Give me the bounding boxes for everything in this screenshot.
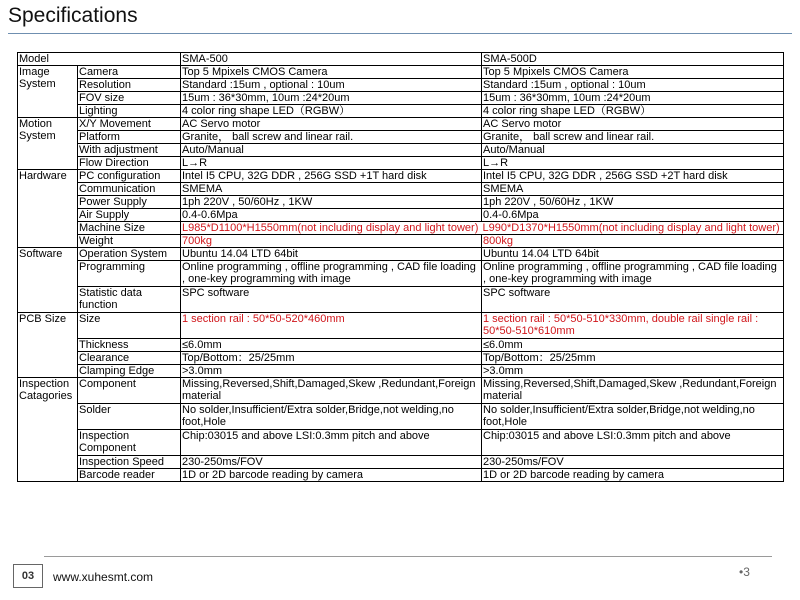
item-label: Statistic data function [78, 287, 181, 313]
item-label: Power Supply [78, 196, 181, 209]
table-row [18, 261, 784, 287]
sma500d-value: 800kg [482, 235, 784, 248]
table-row [18, 469, 784, 482]
item-label: Clearance [78, 352, 181, 365]
item-label: Solder [78, 404, 181, 430]
table-row [18, 404, 784, 430]
page-box-number: 03 [13, 564, 43, 588]
group-label-inspection-catagories: Inspection Catagories [18, 378, 78, 482]
item-label: Component [78, 378, 181, 404]
header-sma500: SMA-500 [181, 53, 482, 66]
sma500-value: 1ph 220V , 50/60Hz , 1KW [181, 196, 482, 209]
sma500d-value: 230-250ms/FOV [482, 456, 784, 469]
sma500-value: 0.4-0.6Mpa [181, 209, 482, 222]
table-row [18, 378, 784, 404]
sma500d-value: Top 5 Mpixels CMOS Camera [482, 66, 784, 79]
table-row [18, 79, 784, 92]
sma500-value: 15um : 36*30mm, 10um :24*20um [181, 92, 482, 105]
sma500-value: Standard :15um , optional : 10um [181, 79, 482, 92]
item-label: Weight [78, 235, 181, 248]
sma500d-value: Missing,Reversed,Shift,Damaged,Skew ,Redundant,Foreign material [482, 378, 784, 404]
sma500d-value: 1 section rail : 50*50-510*330mm, double rail single rail : 50*50-510*610mm [482, 313, 784, 339]
group-label-software: Software [18, 248, 78, 313]
specifications-table [17, 52, 784, 482]
sma500-value: 1D or 2D barcode reading by camera [181, 469, 482, 482]
sma500d-value: Ubuntu 14.04 LTD 64bit [482, 248, 784, 261]
table-row [18, 430, 784, 456]
sma500-value: L→R [181, 157, 482, 170]
sma500d-value: Online programming , offline programming , CAD file loading , one-key programming with image [482, 261, 784, 287]
table-row [18, 235, 784, 248]
item-label: Inspection Speed [78, 456, 181, 469]
sma500d-value: Chip:03015 and above LSI:0.3mm pitch and above [482, 430, 784, 456]
table-header-row [18, 53, 784, 66]
table-row [18, 209, 784, 222]
item-label: Size [78, 313, 181, 339]
table-row [18, 222, 784, 235]
sma500d-value: L990*D1370*H1550mm(not including display and light tower) [482, 222, 784, 235]
sma500d-value: 15um : 36*30mm, 10um :24*20um [482, 92, 784, 105]
item-label: Air Supply [78, 209, 181, 222]
page-number: •3 [739, 565, 750, 579]
sma500d-value: Granite， ball screw and linear rail. [482, 131, 784, 144]
sma500-value: No solder,Insufficient/Extra solder,Bridge,not welding,no foot,Hole [181, 404, 482, 430]
group-label-pcb-size: PCB Size [18, 313, 78, 378]
sma500d-value: Intel I5 CPU, 32G DDR , 256G SSD +2T hard disk [482, 170, 784, 183]
sma500d-value: 1D or 2D barcode reading by camera [482, 469, 784, 482]
sma500d-value: 0.4-0.6Mpa [482, 209, 784, 222]
sma500d-value: 1ph 220V , 50/60Hz , 1KW [482, 196, 784, 209]
table-row [18, 170, 784, 183]
sma500-value: >3.0mm [181, 365, 482, 378]
header-label: Model [18, 53, 181, 66]
header-sma500d: SMA-500D [482, 53, 784, 66]
sma500d-value: Standard :15um , optional : 10um [482, 79, 784, 92]
item-label: With adjustment [78, 144, 181, 157]
table-row [18, 66, 784, 79]
sma500d-value: AC Servo motor [482, 118, 784, 131]
item-label: Machine Size [78, 222, 181, 235]
sma500-value: Top 5 Mpixels CMOS Camera [181, 66, 482, 79]
table-row [18, 131, 784, 144]
item-label: Camera [78, 66, 181, 79]
sma500-value: Ubuntu 14.04 LTD 64bit [181, 248, 482, 261]
title-divider [8, 33, 792, 34]
item-label: Operation System [78, 248, 181, 261]
item-label: Flow Direction [78, 157, 181, 170]
table-row [18, 92, 784, 105]
sma500d-value: SPC software [482, 287, 784, 313]
item-label: X/Y Movement [78, 118, 181, 131]
item-label: Inspection Component [78, 430, 181, 456]
sma500-value: Chip:03015 and above LSI:0.3mm pitch and above [181, 430, 482, 456]
sma500-value: Online programming , offline programming , CAD file loading , one-key programming with image [181, 261, 482, 287]
item-label: Programming [78, 261, 181, 287]
sma500-value: 1 section rail : 50*50-520*460mm [181, 313, 482, 339]
item-label: Thickness [78, 339, 181, 352]
group-label-motion-system: Motion System [18, 118, 78, 170]
table-row [18, 339, 784, 352]
sma500-value: Missing,Reversed,Shift,Damaged,Skew ,Redundant,Foreign material [181, 378, 482, 404]
sma500-value: 700kg [181, 235, 482, 248]
item-label: Barcode reader [78, 469, 181, 482]
group-label-hardware: Hardware [18, 170, 78, 248]
table-row [18, 144, 784, 157]
table-row [18, 196, 784, 209]
sma500d-value: SMEMA [482, 183, 784, 196]
item-label: PC configuration [78, 170, 181, 183]
table-row [18, 183, 784, 196]
footer-divider [44, 556, 772, 557]
group-label-image-system: Image System [18, 66, 78, 118]
table-row [18, 248, 784, 261]
table-row [18, 313, 784, 339]
item-label: Resolution [78, 79, 181, 92]
sma500d-value: L→R [482, 157, 784, 170]
sma500d-value: 4 color ring shape LED（RGBW） [482, 105, 784, 118]
item-label: Platform [78, 131, 181, 144]
table-row [18, 105, 784, 118]
table-row [18, 352, 784, 365]
page-title: Specifications [8, 4, 138, 27]
table-row [18, 456, 784, 469]
sma500-value: SMEMA [181, 183, 482, 196]
table-row [18, 287, 784, 313]
sma500-value: AC Servo motor [181, 118, 482, 131]
sma500-value: Top/Bottom：25/25mm [181, 352, 482, 365]
table-row [18, 157, 784, 170]
sma500d-value: Auto/Manual [482, 144, 784, 157]
sma500-value: Granite， ball screw and linear rail. [181, 131, 482, 144]
sma500-value: Intel I5 CPU, 32G DDR , 256G SSD +1T hard disk [181, 170, 482, 183]
item-label: Communication [78, 183, 181, 196]
sma500-value: 230-250ms/FOV [181, 456, 482, 469]
sma500-value: SPC software [181, 287, 482, 313]
table-row [18, 365, 784, 378]
sma500-value: ≤6.0mm [181, 339, 482, 352]
sma500-value: 4 color ring shape LED（RGBW） [181, 105, 482, 118]
table-row [18, 118, 784, 131]
website-link[interactable]: www.xuhesmt.com [53, 570, 154, 584]
sma500-value: Auto/Manual [181, 144, 482, 157]
sma500d-value: ≤6.0mm [482, 339, 784, 352]
item-label: FOV size [78, 92, 181, 105]
item-label: Lighting [78, 105, 181, 118]
item-label: Clamping Edge [78, 365, 181, 378]
sma500-value: L985*D1100*H1550mm(not including display and light tower) [181, 222, 482, 235]
sma500d-value: >3.0mm [482, 365, 784, 378]
sma500d-value: Top/Bottom：25/25mm [482, 352, 784, 365]
sma500d-value: No solder,Insufficient/Extra solder,Bridge,not welding,no foot,Hole [482, 404, 784, 430]
